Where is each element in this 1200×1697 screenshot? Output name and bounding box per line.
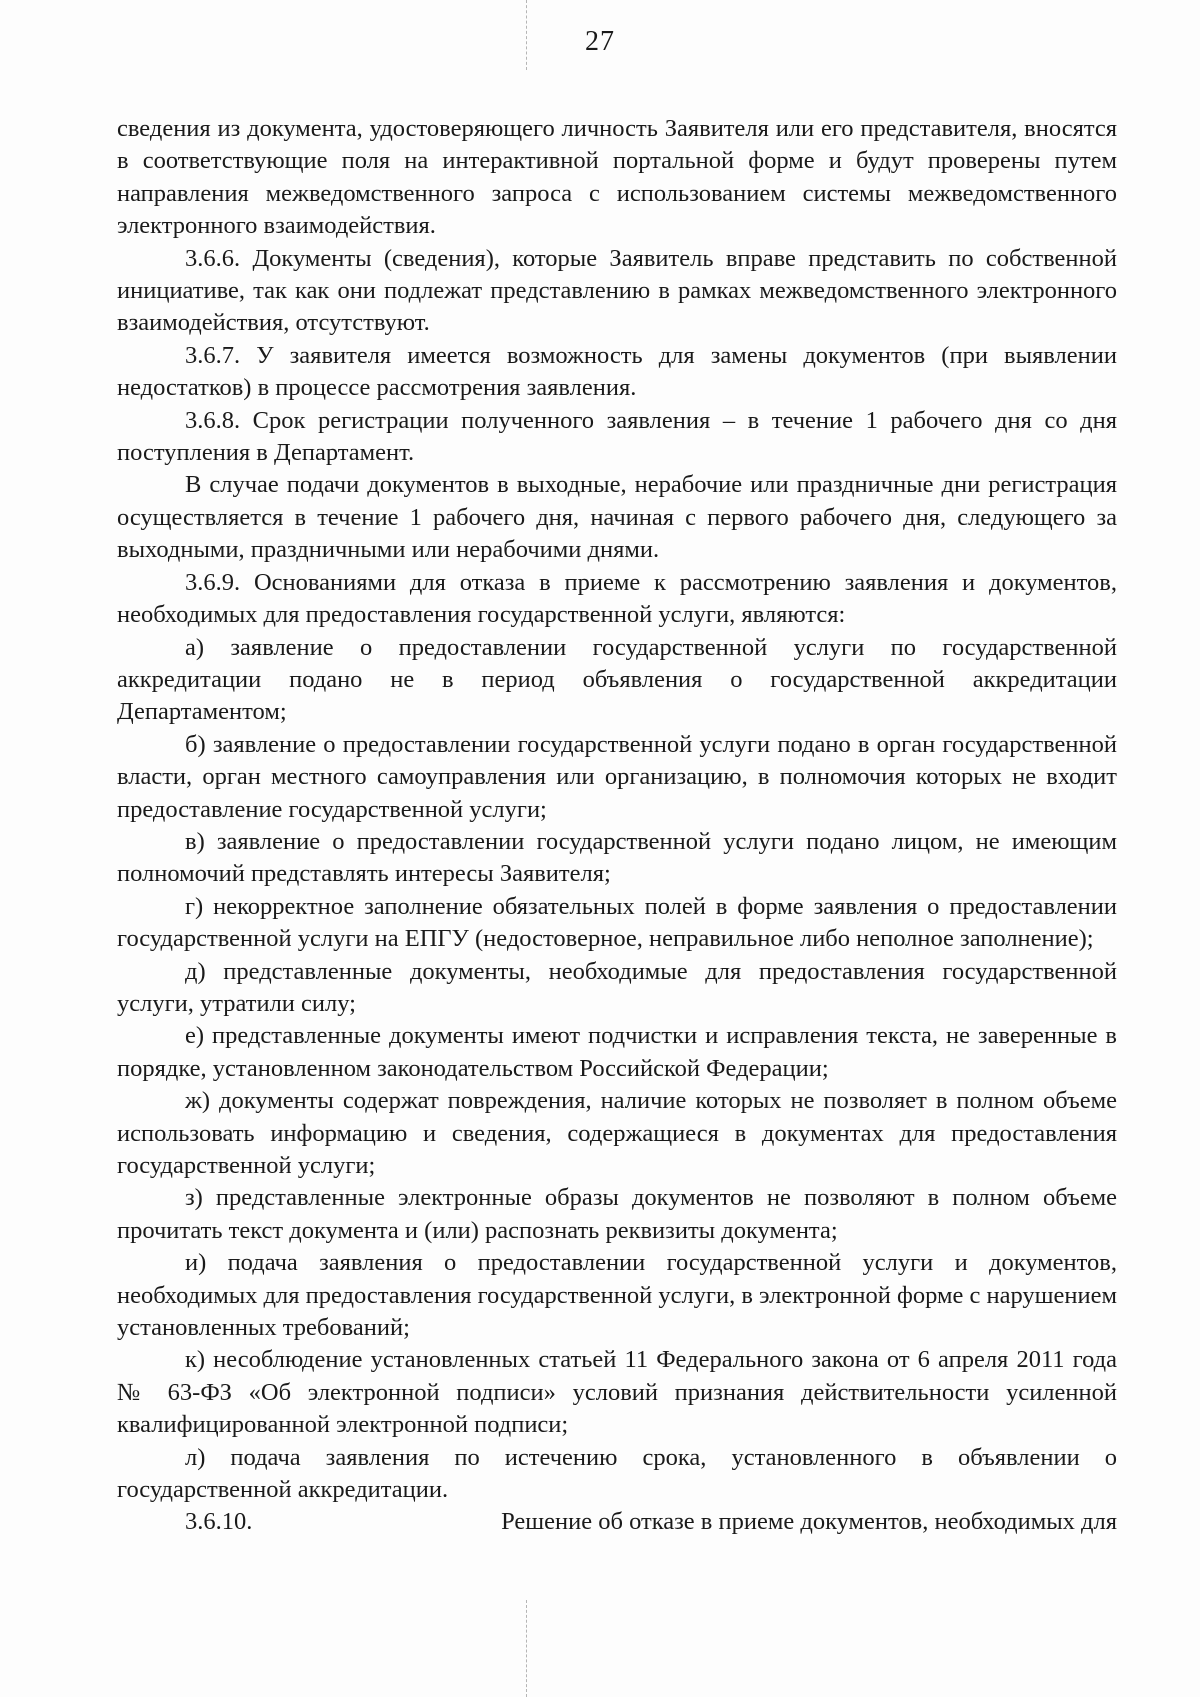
page-number: 27 [585, 26, 615, 57]
list-item-d: д) представленные документы, необходимые для предоставления государственной услуги, утратили силу; [117, 957, 1117, 1017]
list-item-g: г) некорректное заполнение обязательных полей в форме заявления о предоставлении государственной услуги на ЕПГУ (недостоверное, неправильное либо неполное заполнение); [117, 892, 1117, 953]
paragraph-3-6-10 [117, 1506, 1117, 1538]
list-item-b: б) заявление о предоставлении государственной услуги подано в орган государственной власти, орган местного самоуправления или организацию, в полномочия которых не входит предоставление государственной услуги; [117, 730, 1117, 823]
scan-fold-line-bottom [526, 1600, 527, 1697]
section-number: 3.6.10. [185, 1508, 253, 1536]
list-item-i: и) подача заявления о предоставлении государственной услуги и документов, необходимых для предоставления государственной услуги, в электронной форме с нарушением установленных требований; [117, 1249, 1118, 1342]
paragraph-3-6-7: 3.6.7. У заявителя имеется возможность для замены документов (при выявлении недостатков) в процессе рассмотрения заявления. [117, 341, 1117, 402]
paragraph-weekend-registration: В случае подачи документов в выходные, нерабочие или праздничные дни регистрация осуществляется в течение 1 рабочего дня, начиная с первого рабочего дня, следующего за выходными, праздничными или нерабочими днями. [117, 471, 1117, 564]
list-item-v: в) заявление о предоставлении государственной услуги подано лицом, не имеющим полномочий представлять интересы Заявителя; [117, 827, 1117, 888]
paragraph-continuation: сведения из документа, удостоверяющего личность Заявителя или его представителя, вносятся в соответствующие поля на интерактивной портальной форме и будут проверены путем направления межведомственного запроса с использованием системы межведомственного электронного взаимодействия. [117, 115, 1117, 240]
list-item-l: л) подача заявления по истечению срока, установленного в объявлении о государственной аккредитации. [117, 1443, 1117, 1504]
list-item-a: а) заявление о предоставлении государственной услуги по государственной аккредитации подано не в период объявления о государственной аккредитации Департаментом; [117, 633, 1117, 726]
section-text: Решение об отказе в приеме документов, необходимых для [501, 1508, 1117, 1536]
list-item-z: з) представленные электронные образы документов не позволяют в полном объеме прочитать текст документа и (или) распознать реквизиты документа; [117, 1184, 1117, 1244]
list-item-zh: ж) документы содержат повреждения, наличие которых не позволяет в полном объеме использовать информацию и сведения, содержащиеся в документах для предоставления государственной услуги; [117, 1087, 1117, 1179]
paragraph-3-6-9: 3.6.9. Основаниями для отказа в приеме к рассмотрению заявления и документов, необходимых для предоставления государственной услуги, являются: [117, 568, 1117, 629]
list-item-k: к) несоблюдение установленных статьей 11 Федерального закона от 6 апреля 2011 года № 63-ФЗ «Об электронной подписи» условий признания действительности усиленной квалифицированной электронной подписи; [117, 1346, 1117, 1439]
document-body [117, 113, 1117, 1539]
list-item-e: е) представленные документы имеют подчистки и исправления текста, не заверенные в порядке, установленном законодательством Российской Федерации; [117, 1022, 1117, 1082]
paragraph-3-6-6: 3.6.6. Документы (сведения), которые Заявитель вправе представить по собственной инициативе, так как они подлежат представлению в рамках межведомственного электронного взаимодействия, отсутствуют. [117, 244, 1117, 337]
paragraph-3-6-8: 3.6.8. Срок регистрации полученного заявления – в течение 1 рабочего дня со дня поступления в Департамент. [117, 406, 1117, 467]
